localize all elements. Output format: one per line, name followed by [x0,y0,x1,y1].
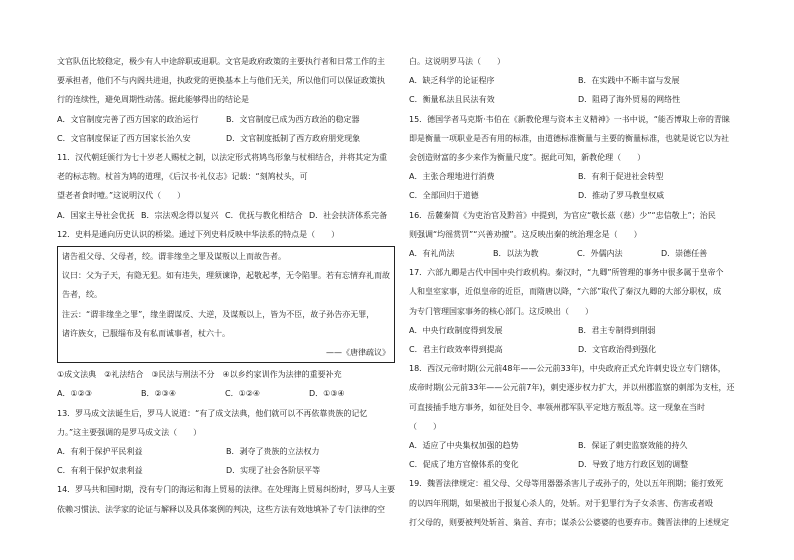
q15-option-c: C．全部回归于道德 [409,191,479,201]
q11-text-line: 望老者食时噎。”这说明汉代（ ） [57,191,186,201]
q19-text-line: 打父母的，则要被判处斩首、枭首、弃市；谋杀公公婆婆的也要弃市。魏晋法律的上述规定 [409,517,729,527]
q16-option-d: D．崇德任善 [661,249,708,259]
q16-text-line: 16．岳麓秦简《为吏治官及黔首》中提到，为官应“敬长茲（慈）少”“忠信敬上”；治民 [409,210,716,220]
q12-box-line: 诸告祖父母、父母者，绞。谓非缘坐之罪及谋叛以上而故告者。 [62,252,286,262]
q19-text-line: 的以四年刑期，如果被出于报复心杀人的，处斩。对于犯罪行为子女杀害、伤害或者殴 [409,498,713,508]
q15-option-d: D．推动了罗马教皇权威 [578,191,665,201]
q18-text-line: 可直接插手地方事务，如征处目令、率领州郡军队平定地方叛乱等。这一现象在当时 [409,402,705,412]
q11-option-b: B．宗法观念得以复兴 [141,210,219,220]
q12-source-citation: ——《唐律疏议》 [326,348,390,358]
q12-options [57,384,395,403]
right-column [409,52,747,532]
q13-text-line: 13．罗马成文法诞生后，罗马人说道：“有了成文法典，他们就可以不再依靠贵族的记忆 [57,408,368,418]
q11-option-c: C．优抚与教化相结合 [225,210,303,220]
q13-options [57,442,395,461]
q10-option-b: B．文官制度已成为西方政治的稳定器 [226,114,360,124]
q17-options [409,321,747,340]
q12-stem: 12．史料是通向历史认识的桥梁。通过下列史料反映中华法系的特点是（ ） [57,229,340,239]
q13-option-a: A．有利于保护平民利益 [57,447,143,457]
q14-option-a: A．缺乏科学的论证程序 [409,76,495,86]
q16-option-c: C．外儒内法 [577,249,623,259]
q18-text-line: 18．西汉元帝时期(公元前48年——公元前33年)，中央政府正式允许刺史设立专门辖体， [409,364,726,374]
q10-options [57,110,395,129]
q18-option-c: C．促成了地方官僚体系的变化 [409,460,519,470]
q12-source-box [57,246,395,363]
q10-text-line: 行的连续性，避免周期性动荡。据此能够得出的结论是 [57,95,249,105]
q13-option-c: C．有利于保护奴隶利益 [57,466,143,476]
q16-options [409,244,747,263]
q16-text-line: 则强调“均徭赏罚”“兴善劝擅”。这反映出秦的统治理念是（ ） [409,229,642,239]
q15-text-line: 会创造财富的多少来作为衡量尺度”。据此可知，新教伦理（ ） [409,153,646,163]
q17-text-line: 为专门管理国家事务的核心部门。这反映出（ ） [409,306,593,316]
q17-option-a: A．中央行政制度得到发展 [409,325,503,335]
q13-text-line: 力。”这主要强调的是罗马成文法（ ） [57,427,202,437]
q18-option-d: D．导致了地方行政区划的调整 [578,460,689,470]
q11-text-line: 老的标志物。杖首为鸠的道理，《后汉书·礼仪志》记载：“刻鸠杖头，可 [57,172,308,182]
q10-text-line: 要承担者，他们不与内阁共进退，执政党的更换基本上与他们无关，所以他们可以保证政策执 [57,76,385,86]
q18-option-a: A．适应了中央集权加强的趋势 [409,441,519,451]
q17-text-line: 17．六部九卿是古代中国中央行政机构。秦汉时，“九卿”所管理的事务中很多属于皇帝个 [409,268,724,278]
q15-text-line: 15．德国学者马克斯·韦伯在《新教伦理与资本主义精神》一书中说，“能否博取上帝的青睐 [409,114,730,124]
q18-text-line: （ ） [409,421,441,431]
q10-text-line: 文官队伍比较稳定，极少有人中途辞职或退职。文官是政府政策的主要执行者和日常工作的主 [57,57,385,66]
q17-options [409,340,747,359]
q14-options [409,90,747,109]
q13-option-d: D．实现了社会各阶层平等 [226,466,321,476]
q14-options [409,71,747,90]
q10-option-d: D．文官制度抵制了西方政府朋党现象 [226,133,361,143]
q12-option-b: B．②③④ [141,389,177,399]
q10-option-c: C．文官制度保证了西方国家长治久安 [57,133,191,143]
q14-text-tail: 白。这说明罗马法（ ） [409,57,505,66]
q12-box-line: 诸许族女，已服缁布及有私而诚事者，杖六十。 [62,328,230,338]
q12-box-line: 注云：“谓非缘坐之罪”，缘坐谓谋反、大逆，及谋叛以上，皆为不臣，故子孙告亦无罪， [62,309,375,319]
q19-text-line: 19．魏晋法律规定：祖父母、父母等用器器杀害儿子或孙子的，处以五年刑期；能打致死 [409,479,724,489]
q15-option-b: B．有利于促进社会转型 [578,172,664,182]
q12-box-line: 告者，绞。 [62,290,102,300]
q10-option-a: A．文官制度完善了西方国家的政治运行 [57,114,199,124]
q12-option-d: D．①③④ [309,389,345,399]
q12-box-line: 议曰：父为子天，有隐无犯。如有违失，理须谏诤，起敬起孝，无令陷罪。若有忘情弃礼而故 [62,271,390,281]
q16-option-a: A．有礼尚法 [409,249,455,259]
q15-options [409,167,747,186]
q14-option-d: D．阻碍了海外贸易的网络性 [578,95,681,105]
q14-option-b: B．在实践中不断丰富与发展 [578,76,680,86]
q17-text-line: 人和皇室家事，近似皇帝的近臣，而隋唐以降，“六部”取代了秦汉九卿的大部分职权，成 [409,287,722,297]
q18-option-b: B．保证了刺史监察效能的持久 [578,441,688,451]
q11-option-a: A．国家主导社会优抚 [57,210,135,220]
q14-option-c: C．衡量私法且民法有效 [409,95,495,105]
q12-items: ①成文法典 ②礼法结合 ③民法与刑法不分 ④以乡约家训作为法律的重要补充 [57,370,342,380]
q17-option-d: D．文官政治得到强化 [578,345,657,355]
q18-text-line: 成帝时期(公元前33年——公元前7年)，刺史逐步权力扩大，并以州郡监察的刺部为支柱，还 [409,383,735,393]
q16-option-b: B．以法为教 [493,249,539,259]
q17-option-c: C．君主行政效率得到提高 [409,345,503,355]
q14-text-line: 依赖习惯法、法学家的论证与解释以及具体案例的判决，这些方法有效地填补了专门法律的空 [57,504,385,514]
left-column [57,52,395,519]
q12-option-a: A．①②③ [57,389,92,399]
q15-text-line: 即是衡量一项职业是否有用的标准，由道德标准衡量与主要的衡量标准，也就是说它以为社 [409,133,729,143]
q13-option-b: B．剥夺了贵族的立法权力 [226,447,320,457]
q11-options [57,206,395,225]
q17-option-b: B．君主专制得到削弱 [578,325,656,335]
q15-option-a: A．主张合理地进行消费 [409,172,495,182]
q13-options [57,461,395,480]
q18-options [409,436,747,455]
q15-options [409,186,747,205]
q18-options [409,455,747,474]
q11-text-line: 11．汉代朝廷颁行为七十岁老人赐杖之制，以法定形式将鸠鸟形象与杖相结合，并将其定为重 [57,153,388,163]
q11-option-d: D．社会扶济体系完备 [309,210,388,220]
q10-options [57,129,395,148]
q12-option-c: C．①②④ [225,389,261,399]
q14-text-line: 14．罗马共和国时期，没有专门的海运和海上贸易的法律。在处理海上贸易纠纷时，罗马人主要 [57,485,395,495]
